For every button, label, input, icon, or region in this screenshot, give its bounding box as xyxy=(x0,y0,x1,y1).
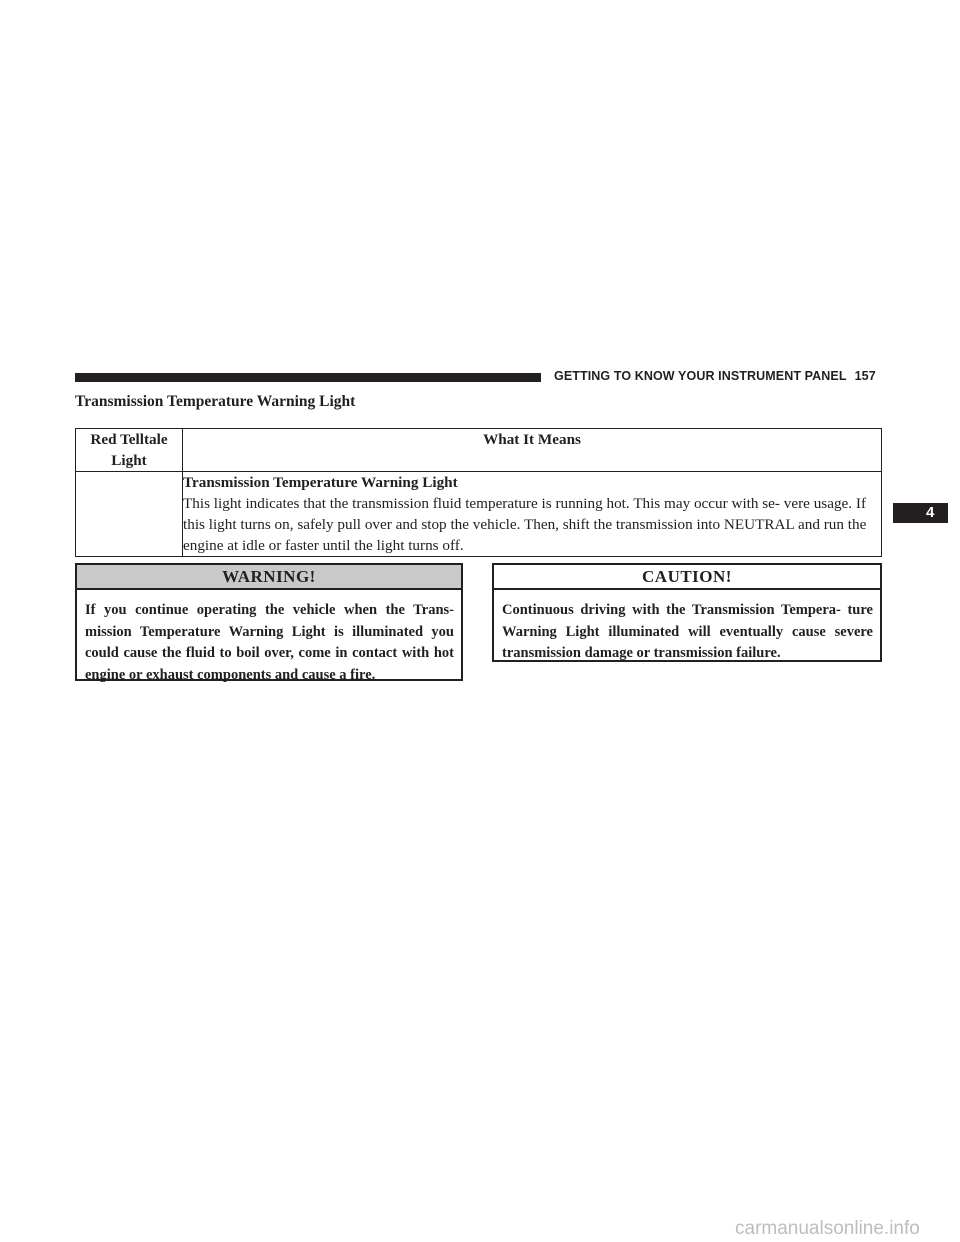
telltale-table xyxy=(75,428,882,557)
table-row xyxy=(76,472,882,557)
header-rule xyxy=(75,373,541,382)
warning-text: If you continue operating the vehicle when the Trans- mission Temperature Warning Light is illuminated you could cause the fluid to boil over, come in contact with hot engine or exhaust components and cause a fire. xyxy=(85,602,454,683)
column-header-light-line2: Light xyxy=(111,452,147,469)
caution-box xyxy=(492,563,882,662)
page-number: 157 xyxy=(854,369,876,383)
caution-heading: CAUTION! xyxy=(494,565,880,590)
column-header-light-line1: Red Telltale xyxy=(90,431,168,448)
caution-text: Continuous driving with the Transmission Tempera- ture Warning Light illuminated will eventually cause severe transmission damage or transmission failure. xyxy=(502,602,873,661)
telltale-entry-title: Transmission Temperature Warning Light xyxy=(183,474,458,491)
watermark: carmanualsonline.info xyxy=(735,1218,920,1239)
telltale-entry-text: This light indicates that the transmission fluid temperature is running hot. This may occur with se- vere usage. If this light turns on, safely pull over and stop the vehicle. Then, shift the transmission into NEUTRAL and run the engine at idle or faster until the light turns off. xyxy=(183,495,867,554)
telltale-description xyxy=(183,472,882,557)
table-header-row xyxy=(76,429,882,472)
running-header xyxy=(554,369,876,383)
warning-heading: WARNING! xyxy=(77,565,461,590)
warning-box xyxy=(75,563,463,681)
chapter-tab: 4 xyxy=(893,503,948,523)
chapter-title: GETTING TO KNOW YOUR INSTRUMENT PANEL xyxy=(554,369,847,383)
telltale-icon-cell xyxy=(76,472,183,557)
section-title: Transmission Temperature Warning Light xyxy=(75,393,356,410)
column-header-light xyxy=(76,429,183,472)
column-header-means: What It Means xyxy=(183,429,882,472)
